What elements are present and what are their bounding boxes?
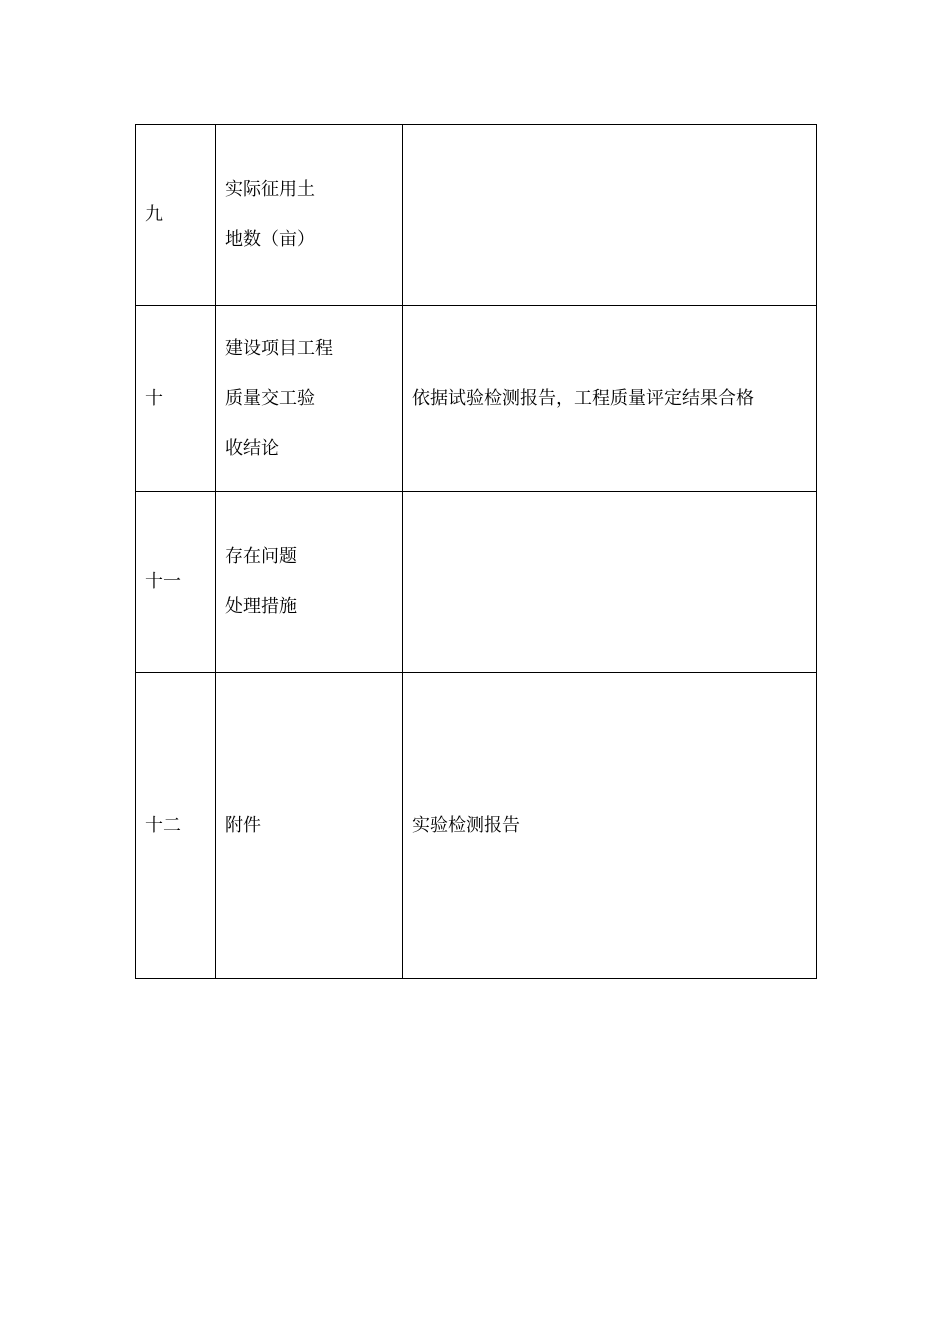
item-label-cell [216,306,403,492]
row-number: 十一 [145,571,181,592]
content-cell [403,492,817,673]
row-number-cell [136,673,216,979]
content-cell [403,306,817,492]
item-content: 依据试验检测报告，工程质量评定结果合格 [412,387,754,409]
table-row [136,306,817,492]
row-number: 十二 [145,814,181,836]
item-label: 存在问题 处理措施 [225,546,297,617]
table-row [136,673,817,979]
acceptance-form-table [135,124,817,979]
row-number-cell [136,125,216,306]
row-number: 九 [145,204,163,225]
item-label-cell [216,125,403,306]
row-number: 十 [145,387,163,409]
item-label: 附件 [225,814,261,836]
item-label-cell [216,492,403,673]
row-number-cell [136,306,216,492]
table-row [136,492,817,673]
item-label-cell [216,673,403,979]
content-cell [403,125,817,306]
content-cell [403,673,817,979]
table-row [136,125,817,306]
item-label: 建设项目工程 质量交工验 收结论 [225,337,333,459]
row-number-cell [136,492,216,673]
item-content: 实验检测报告 [412,814,520,836]
item-label: 实际征用土 地数（亩） [225,179,315,250]
